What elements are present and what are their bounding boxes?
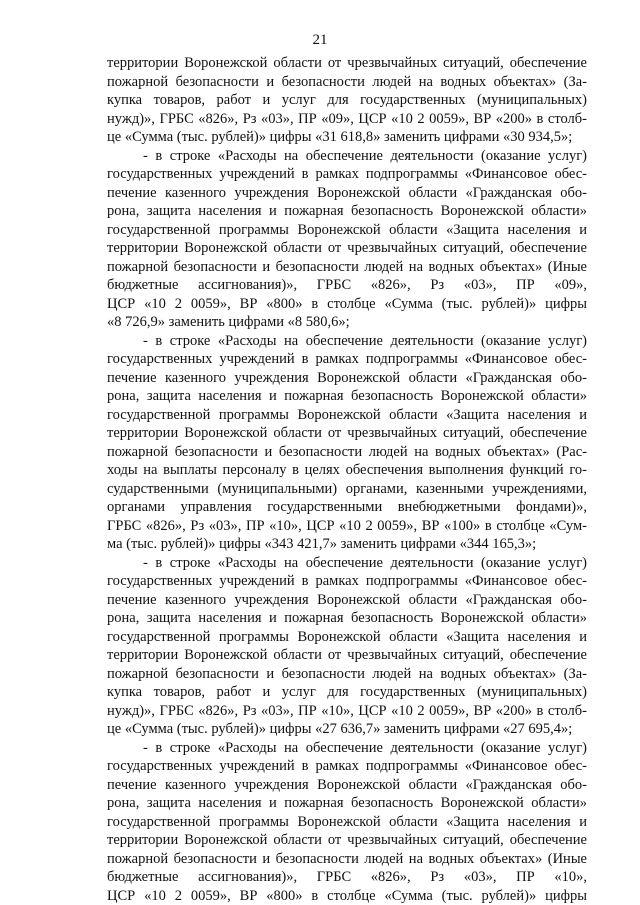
text-line: государственных учреждений в рамках подпрограммы «Финансовое обес- [107, 573, 587, 589]
text-line: ГРБС «826», Рз «03», ПР «10», ЦСР «10 2 0059», ВР «100» в столбце «Сум- [107, 517, 587, 534]
text-line: государственных учреждений в рамках подпрограммы «Финансовое обес- [107, 166, 587, 182]
text-line: бюджетные ассигнования)», ГРБС «826», Рз «03», ПР «10», [107, 869, 587, 885]
text-line: территории Воронежской области от чрезвычайных ситуаций, обеспечение [107, 240, 587, 256]
text-line: це «Сумма (тыс. рублей)» цифры «27 636,7» заменить цифрами «27 695,4»; [107, 721, 573, 737]
text-line: территории Воронежской области от чрезвычайных ситуаций, обеспечение [107, 55, 587, 71]
document-body-text [107, 54, 587, 905]
text-line: государственной программы Воронежской области «Защита населения и [107, 813, 587, 830]
text-line: пожарной безопасности и безопасности людей на водных объектах» (Иные [107, 850, 587, 867]
text-line: территории Воронежской области от чрезвычайных ситуаций, обеспечение [107, 832, 587, 848]
text-line: «8 726,9» заменить цифрами «8 580,6»; [107, 314, 350, 330]
text-line: рона, защита населения и пожарная безопасность Воронежской области» [107, 795, 587, 811]
text-line: органами управления государственными внебюджетными фондами)», [107, 499, 587, 515]
text-line: - в строке «Расходы на обеспечение деятельности (оказание услуг) [143, 147, 587, 164]
text-line: рона, защита населения и пожарная безопасность Воронежской области» [107, 610, 587, 626]
text-line: территории Воронежской области от чрезвычайных ситуаций, обеспечение [107, 647, 587, 663]
text-line: пожарной безопасности и безопасности людей на водных объектах» (За- [107, 73, 587, 90]
text-line: рона, защита населения и пожарная безопасность Воронежской области» [107, 203, 587, 219]
text-line: печение казенного учреждения Воронежской области «Гражданская обо- [107, 591, 587, 608]
text-line: государственных учреждений в рамках подпрограммы «Финансовое обес- [107, 758, 587, 774]
text-line: купка товаров, работ и услуг для государственных (муниципальных) [107, 92, 587, 108]
text-line: нужд)», ГРБС «826», Рз «03», ПР «09», ЦСР «10 2 0059», ВР «200» в столб- [107, 110, 587, 127]
text-line: печение казенного учреждения Воронежской области «Гражданская обо- [107, 369, 587, 386]
text-line: пожарной безопасности и безопасности людей на водных объектах» (Иные [107, 258, 587, 275]
text-line: печение казенного учреждения Воронежской области «Гражданская обо- [107, 184, 587, 201]
text-line: государственной программы Воронежской области «Защита населения и [107, 628, 587, 645]
text-line: ЦСР «10 2 0059», ВР «800» в столбце «Сумма (тыс. рублей)» цифры [107, 295, 587, 312]
page-number: 21 [312, 32, 328, 48]
text-line: пожарной безопасности и безопасности людей на водных объектах» (За- [107, 665, 587, 682]
text-line: сударственными (муниципальными) органами, казенными учреждениями, [107, 480, 587, 497]
text-line: государственной программы Воронежской области «Защита населения и [107, 406, 587, 423]
text-line: государственных учреждений в рамках подпрограммы «Финансовое обес- [107, 351, 587, 367]
text-line: бюджетные ассигнования)», ГРБС «826», Рз «03», ПР «09», [107, 277, 587, 293]
text-line: государственной программы Воронежской области «Защита населения и [107, 221, 587, 238]
text-line: ходы на выплаты персоналу в целях обеспечения выполнения функций го- [107, 462, 587, 478]
text-line: нужд)», ГРБС «826», Рз «03», ПР «10», ЦСР «10 2 0059», ВР «200» в столб- [107, 702, 587, 719]
text-line: печение казенного учреждения Воронежской области «Гражданская обо- [107, 776, 587, 793]
text-line: - в строке «Расходы на обеспечение деятельности (оказание услуг) [143, 739, 587, 756]
text-line: - в строке «Расходы на обеспечение деятельности (оказание услуг) [143, 554, 587, 571]
text-line: территории Воронежской области от чрезвычайных ситуаций, обеспечение [107, 425, 587, 441]
text-line: купка товаров, работ и услуг для государственных (муниципальных) [107, 684, 587, 700]
text-line: пожарной безопасности и безопасности людей на водных объектах» (Рас- [107, 443, 587, 460]
text-line: ЦСР «10 2 0059», ВР «800» в столбце «Сумма (тыс. рублей)» цифры [107, 887, 587, 904]
text-line: - в строке «Расходы на обеспечение деятельности (оказание услуг) [143, 332, 587, 349]
text-line: рона, защита населения и пожарная безопасность Воронежской области» [107, 388, 587, 404]
text-line: ма (тыс. рублей)» цифры «343 421,7» заменить цифрами «344 165,3»; [107, 536, 537, 552]
text-line: це «Сумма (тыс. рублей)» цифры «31 618,8» заменить цифрами «30 934,5»; [107, 129, 573, 145]
